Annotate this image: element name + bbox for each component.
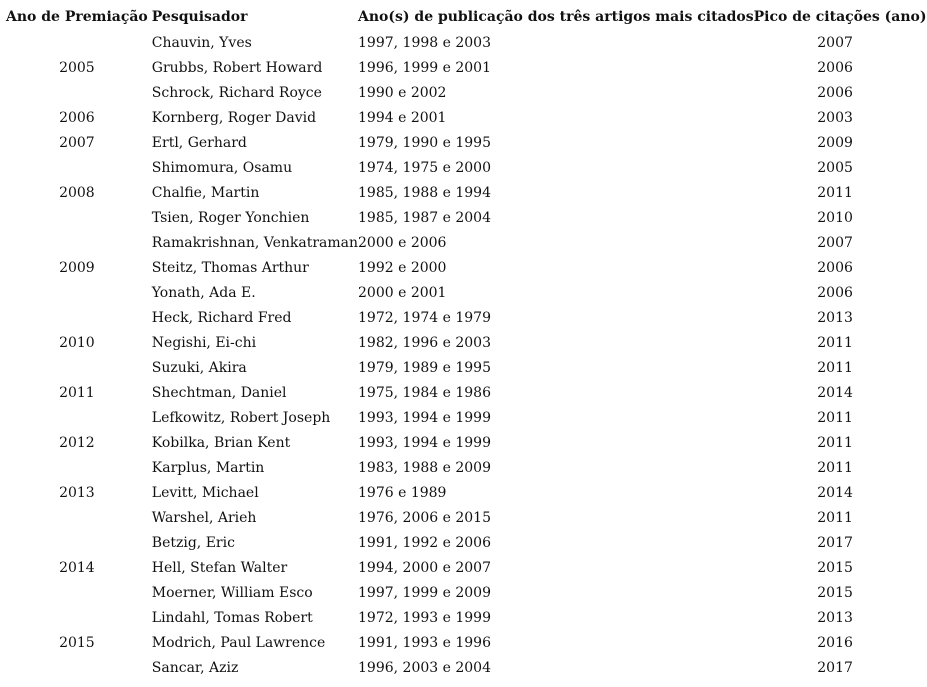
cell-publication-years: 1991, 1992 e 2006 [358, 534, 491, 551]
cell-researcher: Kobilka, Brian Kent [151, 434, 291, 451]
cell-publication-years: 1993, 1994 e 1999 [358, 409, 491, 426]
cell-researcher: Sancar, Aziz [151, 659, 239, 676]
table-row [6, 230, 927, 255]
cell-citation-peak: 2003 [817, 109, 853, 126]
cell-award-year [6, 30, 148, 55]
cell-award-year [6, 580, 148, 605]
header-researcher: Pesquisador [151, 9, 248, 25]
table-row [6, 180, 927, 205]
cell-researcher: Ertl, Gerhard [151, 134, 247, 151]
cell-researcher: Warshel, Arieh [151, 509, 257, 526]
table-row [6, 105, 927, 130]
cell-researcher: Kornberg, Roger David [151, 109, 317, 126]
cell-citation-peak: 2006 [817, 284, 853, 301]
cell-researcher: Moerner, William Esco [151, 584, 313, 601]
cell-researcher: Modrich, Paul Lawrence [151, 634, 326, 651]
cell-publication-years: 1991, 1993 e 1996 [358, 634, 491, 651]
cell-citation-peak: 2015 [817, 584, 853, 601]
cell-citation-peak: 2013 [817, 309, 853, 326]
cell-researcher: Lefkowitz, Robert Joseph [151, 409, 331, 426]
cell-citation-peak: 2016 [817, 634, 853, 651]
cell-citation-peak: 2017 [817, 659, 853, 676]
cell-citation-peak: 2011 [817, 409, 853, 426]
cell-award-year: 2011 [59, 384, 95, 401]
header-row [6, 4, 927, 30]
cell-citation-peak: 2011 [817, 509, 853, 526]
cell-award-year [6, 455, 148, 480]
header-award-year: Ano de Premiação [6, 9, 148, 25]
cell-researcher: Chalfie, Martin [151, 184, 260, 201]
cell-citation-peak: 2011 [817, 434, 853, 451]
cell-publication-years: 2000 e 2001 [358, 284, 447, 301]
cell-citation-peak: 2006 [817, 84, 853, 101]
cell-award-year [6, 305, 148, 330]
cell-citation-peak: 2007 [817, 34, 853, 51]
cell-researcher: Chauvin, Yves [151, 34, 252, 51]
cell-researcher: Lindahl, Tomas Robert [151, 609, 313, 626]
table-row [6, 355, 927, 380]
cell-publication-years: 1996, 2003 e 2004 [358, 659, 491, 676]
table-row [6, 630, 927, 655]
cell-award-year: 2006 [59, 109, 95, 126]
cell-researcher: Karplus, Martin [151, 459, 265, 476]
table-row [6, 330, 927, 355]
cell-publication-years: 1994, 2000 e 2007 [358, 559, 491, 576]
cell-publication-years: 1992 e 2000 [358, 259, 447, 276]
cell-award-year: 2008 [59, 184, 95, 201]
cell-citation-peak: 2011 [817, 359, 853, 376]
cell-publication-years: 1976 e 1989 [358, 484, 447, 501]
cell-citation-peak: 2011 [817, 334, 853, 351]
cell-publication-years: 1982, 1996 e 2003 [358, 334, 491, 351]
cell-award-year [6, 80, 148, 105]
cell-citation-peak: 2006 [817, 259, 853, 276]
table-row [6, 130, 927, 155]
table-row [6, 80, 927, 105]
cell-researcher: Hell, Stefan Walter [151, 559, 288, 576]
cell-citation-peak: 2011 [817, 459, 853, 476]
cell-award-year: 2005 [59, 59, 95, 76]
cell-award-year [6, 155, 148, 180]
table-row [6, 380, 927, 405]
cell-publication-years: 1993, 1994 e 1999 [358, 434, 491, 451]
cell-citation-peak: 2011 [817, 184, 853, 201]
cell-publication-years: 1994 e 2001 [358, 109, 447, 126]
cell-award-year: 2012 [59, 434, 95, 451]
table-row [6, 555, 927, 580]
table-row [6, 55, 927, 80]
cell-award-year [6, 355, 148, 380]
cell-researcher: Betzig, Eric [151, 534, 235, 551]
cell-researcher: Levitt, Michael [151, 484, 259, 501]
cell-award-year [6, 230, 148, 255]
cell-award-year [6, 205, 148, 230]
cell-researcher: Schrock, Richard Royce [151, 84, 322, 101]
cell-award-year [6, 605, 148, 630]
table-row [6, 655, 927, 680]
cell-researcher: Tsien, Roger Yonchien [151, 209, 310, 226]
table-row [6, 405, 927, 430]
cell-citation-peak: 2014 [817, 384, 853, 401]
header-citation-peak: Pico de citações (ano) [753, 9, 927, 25]
cell-award-year [6, 280, 148, 305]
table-row [6, 505, 927, 530]
cell-researcher: Shechtman, Daniel [151, 384, 287, 401]
table-row [6, 280, 927, 305]
cell-publication-years: 1979, 1990 e 1995 [358, 134, 491, 151]
cell-researcher: Shimomura, Osamu [151, 159, 293, 176]
cell-publication-years: 1990 e 2002 [358, 84, 447, 101]
table-row [6, 580, 927, 605]
cell-publication-years: 1997, 1998 e 2003 [358, 34, 491, 51]
cell-award-year: 2013 [59, 484, 95, 501]
cell-award-year: 2015 [59, 634, 95, 651]
cell-publication-years: 1985, 1988 e 1994 [358, 184, 491, 201]
cell-researcher: Ramakrishnan, Venkatraman [151, 234, 359, 251]
cell-publication-years: 1972, 1993 e 1999 [358, 609, 491, 626]
table-row [6, 480, 927, 505]
cell-citation-peak: 2005 [817, 159, 853, 176]
cell-citation-peak: 2007 [817, 234, 853, 251]
cell-citation-peak: 2006 [817, 59, 853, 76]
cell-researcher: Suzuki, Akira [151, 359, 247, 376]
cell-citation-peak: 2009 [817, 134, 853, 151]
cell-publication-years: 1996, 1999 e 2001 [358, 59, 491, 76]
table-row [6, 455, 927, 480]
cell-citation-peak: 2014 [817, 484, 853, 501]
table-row [6, 155, 927, 180]
cell-award-year: 2009 [59, 259, 95, 276]
table-row [6, 430, 927, 455]
cell-award-year: 2007 [59, 134, 95, 151]
cell-researcher: Steitz, Thomas Arthur [151, 259, 309, 276]
cell-publication-years: 1975, 1984 e 1986 [358, 384, 491, 401]
cell-publication-years: 1997, 1999 e 2009 [358, 584, 491, 601]
cell-award-year [6, 530, 148, 555]
table-row [6, 530, 927, 555]
table-row [6, 30, 927, 55]
table-row [6, 605, 927, 630]
cell-researcher: Yonath, Ada E. [151, 284, 256, 301]
cell-researcher: Heck, Richard Fred [151, 309, 292, 326]
cell-publication-years: 1972, 1974 e 1979 [358, 309, 491, 326]
table-row [6, 205, 927, 230]
header-publication-years: Ano(s) de publicação dos três artigos mais citados [358, 9, 754, 25]
laureates-table [6, 4, 927, 680]
cell-award-year: 2014 [59, 559, 95, 576]
cell-researcher: Grubbs, Robert Howard [151, 59, 323, 76]
cell-citation-peak: 2015 [817, 559, 853, 576]
cell-publication-years: 1985, 1987 e 2004 [358, 209, 491, 226]
table-body [6, 30, 927, 680]
cell-citation-peak: 2017 [817, 534, 853, 551]
cell-award-year [6, 405, 148, 430]
table-row [6, 305, 927, 330]
cell-publication-years: 1976, 2006 e 2015 [358, 509, 491, 526]
cell-publication-years: 2000 e 2006 [358, 234, 447, 251]
cell-award-year [6, 655, 148, 680]
cell-publication-years: 1979, 1989 e 1995 [358, 359, 491, 376]
cell-publication-years: 1983, 1988 e 2009 [358, 459, 491, 476]
cell-citation-peak: 2010 [817, 209, 853, 226]
cell-citation-peak: 2013 [817, 609, 853, 626]
table-row [6, 255, 927, 280]
cell-award-year [6, 505, 148, 530]
cell-award-year: 2010 [59, 334, 95, 351]
cell-researcher: Negishi, Ei-chi [151, 334, 257, 351]
cell-publication-years: 1974, 1975 e 2000 [358, 159, 491, 176]
